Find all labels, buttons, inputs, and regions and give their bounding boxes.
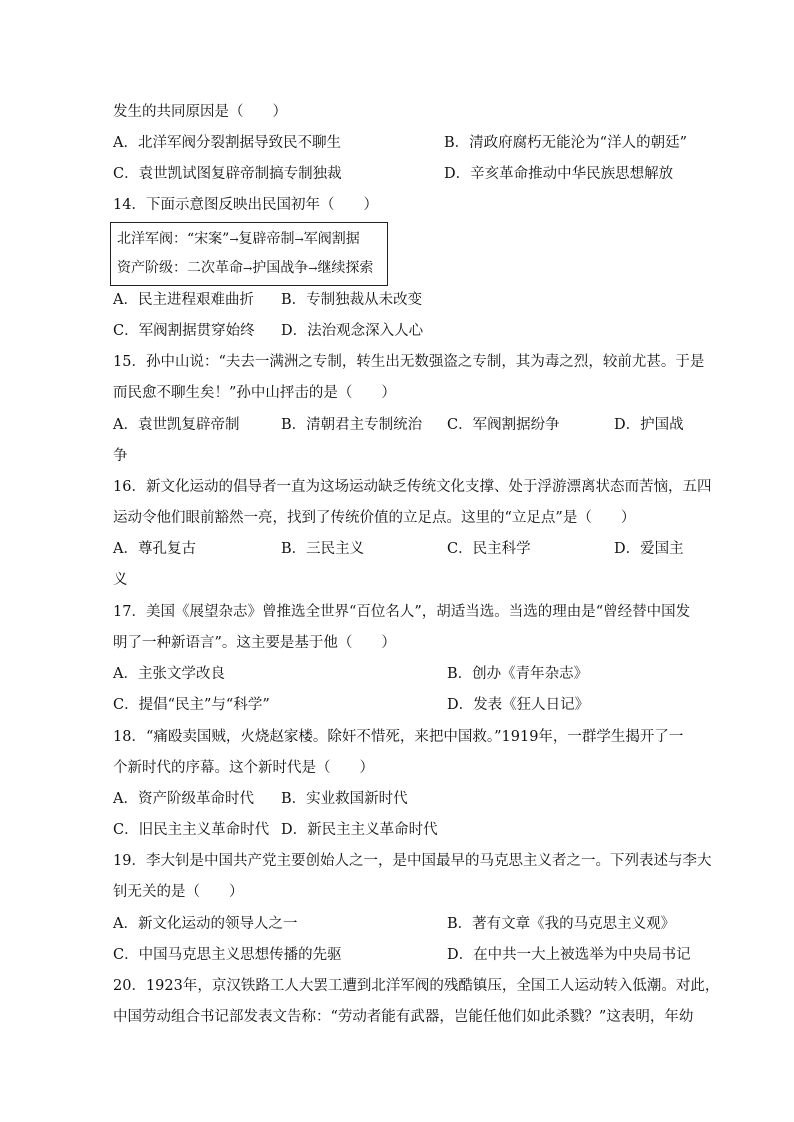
step: 二次革命 — [187, 260, 243, 276]
step: 复辟帝制 — [238, 231, 295, 247]
q18-option-c: C．旧民主主义革命时代 — [113, 822, 270, 838]
q18-option-b: B．实业救国新时代 — [281, 791, 408, 807]
arrow-icon: → — [229, 233, 239, 246]
q19-option-c: C．中国马克思主义思想传播的先驱 — [113, 947, 342, 963]
q14-stem: 14．下面示意图反映出民国初年（ ） — [113, 197, 378, 213]
arrow-icon: → — [243, 262, 253, 275]
arrow-icon: → — [308, 262, 318, 275]
q16-option-a: A．尊孔复古 — [113, 541, 196, 557]
q15-stem-line1: 15．孙中山说：“夫去一满洲之专制，转生出无数强盗之专制，其为毒之烈，较前尤甚。于是 — [113, 354, 705, 370]
q14-option-b: B．专制独裁从未改变 — [281, 292, 423, 308]
arrow-icon: → — [294, 233, 304, 246]
q16-option-c: C．民主科学 — [447, 541, 531, 557]
q13-option-d: D．辛亥革命推动中华民族思想解放 — [444, 166, 674, 182]
q13-option-a: A．北洋军阀分裂割据导致民不聊生 — [113, 135, 341, 151]
q14-diagram-box — [110, 222, 388, 286]
q19-stem-line2: 钊无关的是（ ） — [113, 884, 244, 900]
step: 军阀割据 — [303, 231, 360, 247]
row-label: 北洋军阀： — [117, 231, 187, 247]
step: 继续探索 — [317, 260, 374, 276]
q20-stem-line1: 20．1923年，京汉铁路工人大罢工遭到北洋军阀的残酷镇压，全国工人运动转入低潮。对此， — [113, 978, 720, 994]
step: “宋案” — [187, 231, 230, 247]
q19-option-b: B．著有文章《我的马克思主义观》 — [447, 916, 676, 932]
q18-stem-line2: 个新时代的序幕。这个新时代是（ ） — [113, 760, 374, 776]
q16-stem-line1: 16．新文化运动的倡导者一直为这场运动缺乏传统文化支撑、处于浮游漂离状态而苦恼，五四 — [113, 479, 712, 495]
q19-option-a: A．新文化运动的领导人之一 — [113, 916, 298, 932]
q13-stem: 发生的共同原因是（ ） — [113, 104, 287, 120]
q15-option-d-wrap: 争 — [113, 448, 128, 464]
step: 护国战争 — [252, 260, 309, 276]
q13-option-b: B．清政府腐朽无能沦为“洋人的朝廷” — [444, 135, 687, 151]
q17-option-a: A．主张文学改良 — [113, 666, 225, 682]
diagram-row-bourgeoisie — [117, 258, 373, 279]
q16-option-d: D．爱国主 — [614, 541, 684, 557]
q19-option-d: D．在中共一大上被选举为中央局书记 — [447, 947, 691, 963]
q16-option-d-wrap: 义 — [113, 572, 128, 588]
q13-option-c: C．袁世凯试图复辟帝制搞专制独裁 — [113, 166, 342, 182]
q14-option-a: A．民主进程艰难曲折 — [113, 292, 254, 308]
q17-option-b: B．创办《青年杂志》 — [447, 666, 589, 682]
q16-option-b: B．三民主义 — [281, 541, 365, 557]
diagram-row-warlords — [117, 229, 360, 250]
q14-option-c: C．军阀割据贯穿始终 — [113, 323, 255, 339]
q15-stem-line2: 而民愈不聊生矣！”孙中山抨击的是（ ） — [113, 385, 396, 401]
q17-stem-line2: 明了一种新语言”。这主要是基于他（ ） — [113, 635, 396, 651]
q15-option-d: D．护国战 — [614, 417, 684, 433]
q14-option-d: D．法治观念深入人心 — [281, 323, 424, 339]
q17-option-c: C．提倡“民主”与“科学” — [113, 697, 270, 713]
q17-stem-line1: 17．美国《展望杂志》曾推选全世界“百位名人”，胡适当选。当选的理由是“曾经替中国发 — [113, 604, 691, 620]
q18-option-d: D．新民主主义革命时代 — [281, 822, 438, 838]
row-label: 资产阶级： — [117, 260, 187, 276]
q18-option-a: A．资产阶级革命时代 — [113, 791, 254, 807]
q18-stem-line1: 18．“痛殴卖国贼，火烧赵家楼。除奸不惜死，来把中国救。”1919年，一群学生揭开了一 — [113, 729, 684, 745]
q16-stem-line2: 运动令他们眼前豁然一亮，找到了传统价值的立足点。这里的“立足点”是（ ） — [113, 510, 636, 526]
q15-option-c: C．军阀割据纷争 — [447, 417, 560, 433]
q20-stem-line2: 中国劳动组合书记部发表文告称：“劳动者能有武器，岂能任他们如此杀戮？”这表明，年幼 — [113, 1009, 694, 1025]
q17-option-d: D．发表《狂人日记》 — [447, 697, 590, 713]
q19-stem-line1: 19．李大钊是中国共产党主要创始人之一，是中国最早的马克思主义者之一。下列表述与李大 — [113, 853, 712, 869]
q15-option-a: A．袁世凯复辟帝制 — [113, 417, 240, 433]
q15-option-b: B．清朝君主专制统治 — [281, 417, 423, 433]
